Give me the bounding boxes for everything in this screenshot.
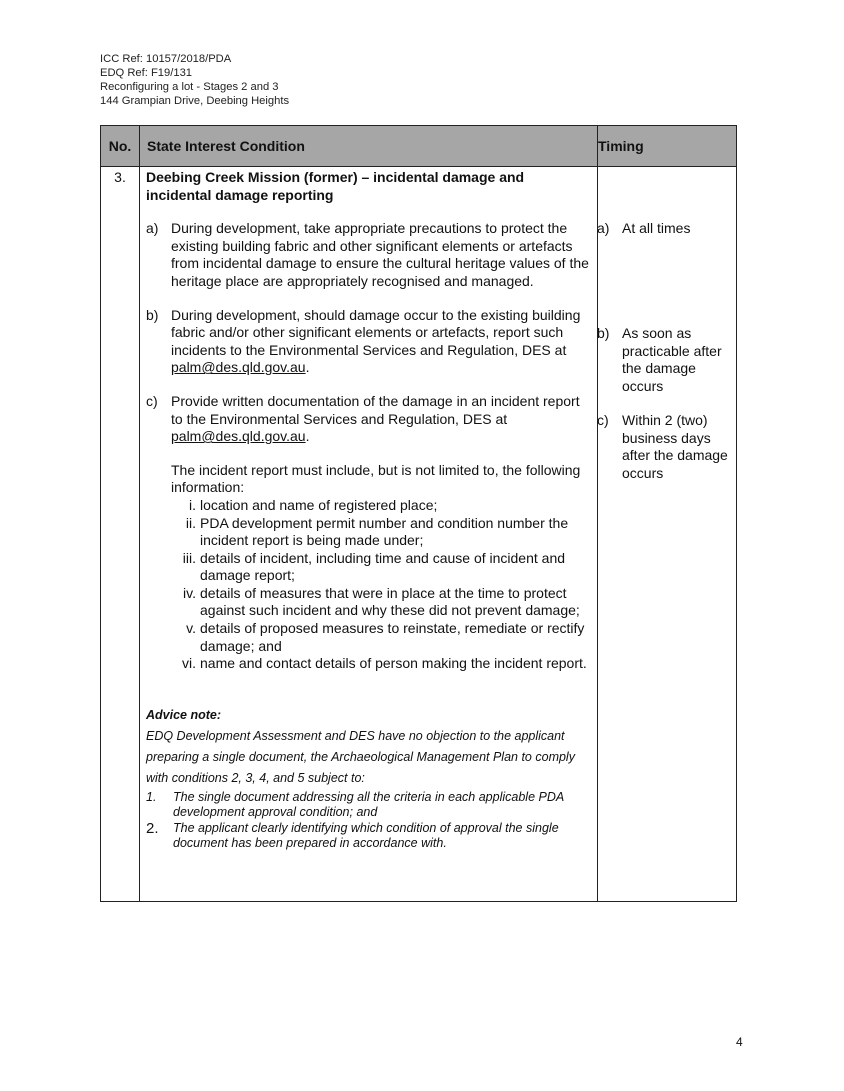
item-text: During development, take appropriate precautions to protect the existing building fabric and other significant elements or artefacts from incidental damage to ensure the cultural heritage values of the heritage place are appropriately recognised and managed. <box>171 220 589 289</box>
item-label: a) <box>146 220 159 237</box>
column-header-no: No. <box>101 126 140 167</box>
conditions-table <box>100 125 737 902</box>
advice-body: EDQ Development Assessment and DES have no objection to the applicant preparing a single document, the Archaeological Management Plan to comply with conditions 2, 3, 4, and 5 subject to: <box>146 728 575 785</box>
icc-ref: ICC Ref: 10157/2018/PDA <box>100 53 232 65</box>
item-label: b) <box>146 306 159 323</box>
email-link[interactable]: palm@des.qld.gov.au <box>171 428 306 445</box>
condition-title: Deebing Creek Mission (former) – incidental damage and incidental damage reporting <box>146 169 525 203</box>
condition-cell <box>140 167 598 902</box>
site-address: 144 Grampian Drive, Deebing Heights <box>100 95 290 107</box>
list-item: 1. The single document addressing all the criteria in each applicable PDA development approval condition; and <box>146 789 564 819</box>
list-item: iii. details of incident, including time and cause of incident and damage report; <box>182 549 566 584</box>
column-header-timing: Timing <box>598 126 737 167</box>
report-requirements-list <box>171 497 591 673</box>
timing-cell <box>598 167 737 902</box>
list-item: vi. name and contact details of person making the incident report. <box>182 655 587 672</box>
condition-item-a <box>146 220 591 290</box>
email-link[interactable]: palm@des.qld.gov.au <box>171 359 306 376</box>
condition-number: 3. <box>101 167 140 902</box>
condition-item-c <box>146 393 591 673</box>
item-label: c) <box>146 392 158 409</box>
list-item: ii. PDA development permit number and condition number the incident report is being made under; <box>185 514 569 549</box>
item-text: Provide written documentation of the damage in an incident report to the Environmental Services and Regulation, DES at palm@des.qld.gov.au. <box>171 392 580 445</box>
item-text: During development, should damage occur to the existing building fabric and/or other significant elements or artefacts, report such incidents to the Environmental Services and Regulation, DES at palm@des.qld.gov.au. <box>171 306 581 376</box>
list-item: v. details of proposed measures to reinstate, remediate or rectify damage; and <box>186 620 585 654</box>
edq-ref: EDQ Ref: F19/131 <box>100 67 193 79</box>
table-header-row <box>101 126 737 167</box>
page-number: 4 <box>736 1035 743 1049</box>
report-intro: The incident report must include, but is not limited to, the following information: <box>171 461 581 496</box>
table-row <box>101 167 737 902</box>
advice-heading: Advice note: <box>146 707 222 722</box>
list-item: i. location and name of registered place; <box>189 496 438 513</box>
application-description: Reconfiguring a lot - Stages 2 and 3 <box>100 81 279 93</box>
document-reference-header <box>100 52 289 108</box>
list-item: iv. details of measures that were in place at the time to protect against such incident and why these did not prevent damage; <box>183 584 580 619</box>
column-header-condition: State Interest Condition <box>140 126 598 167</box>
list-item: 2. The applicant clearly identifying which condition of approval the single document has been prepared in accordance with. <box>146 819 559 850</box>
condition-item-b <box>146 307 591 377</box>
advice-note <box>146 705 591 851</box>
